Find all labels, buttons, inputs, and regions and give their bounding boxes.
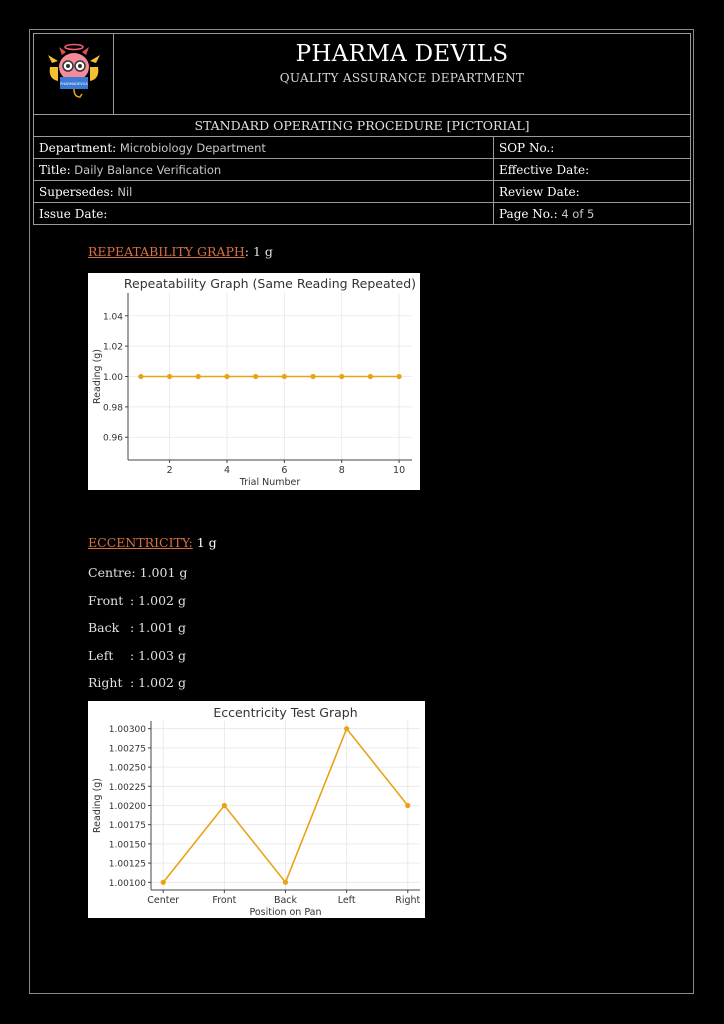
data-point (339, 374, 344, 379)
reading-name: Left (88, 647, 114, 663)
info-row-department (34, 137, 691, 159)
y-tick-label: 1.00100 (108, 878, 146, 889)
logo-text: PHARMADEVILS (59, 81, 88, 86)
y-tick-label: 1.00 (102, 373, 123, 383)
y-tick-label: 1.00275 (108, 744, 146, 755)
reading-value: : 1.002 g (130, 675, 186, 690)
pharma-devils-logo-icon (46, 41, 102, 105)
issue-date-label: Issue Date: (39, 206, 108, 221)
y-tick-label: 1.00175 (108, 821, 146, 832)
repeatability-heading (88, 244, 273, 259)
info-row-title (34, 159, 691, 181)
department-label: Department: (39, 140, 117, 155)
title-value: Daily Balance Verification (70, 162, 222, 177)
eccentricity-heading-rest: 1 g (192, 535, 217, 550)
reading-name: Back (88, 620, 120, 635)
eccentricity-heading-accent: ECCENTRICITY: (88, 535, 193, 550)
info-row-issue-date (34, 203, 691, 225)
y-tick-label: 1.00125 (108, 859, 146, 870)
x-tick-label: 2 (166, 465, 173, 476)
eccentricity-chart (88, 701, 425, 918)
sop-banner: STANDARD OPERATING PROCEDURE [PICTORIAL] (34, 115, 691, 137)
data-point (344, 726, 349, 731)
reading-name: Centre (88, 565, 132, 580)
chart-title: Eccentricity Test Graph (213, 705, 358, 720)
repeatability-chart (88, 273, 420, 490)
x-axis-label: Trial Number (239, 477, 301, 488)
title-label: Title: (39, 162, 71, 177)
data-point (196, 374, 201, 379)
reading-back (88, 619, 187, 647)
department-value: Microbiology Department (116, 140, 266, 155)
reading-right (88, 674, 187, 702)
sop-no-label: SOP No.: (499, 140, 555, 155)
x-tick-label: 4 (223, 465, 230, 476)
data-point (161, 880, 166, 885)
y-tick-label: 0.96 (102, 433, 123, 444)
x-tick-label: Right (395, 895, 421, 906)
review-date-label: Review Date: (499, 184, 580, 199)
x-tick-label: 8 (338, 465, 345, 476)
repeatability-heading-rest: : 1 g (244, 244, 273, 259)
y-tick-label: 1.00250 (108, 763, 146, 774)
data-point (310, 374, 315, 379)
reading-value: : 1.003 g (130, 647, 186, 663)
brand-cell (114, 34, 691, 115)
supersedes-value: Nil (113, 184, 133, 199)
x-tick-label: Back (273, 895, 298, 906)
page-no-label: Page No.: (499, 206, 558, 221)
reading-name: Right (88, 675, 123, 690)
data-point (396, 374, 401, 379)
eccentricity-heading (88, 535, 217, 550)
y-tick-label: 1.00300 (108, 725, 146, 736)
data-point (167, 374, 172, 379)
reading-value: : 1.002 g (130, 592, 186, 608)
data-point (405, 803, 410, 808)
logo-cell (34, 34, 114, 115)
data-point (283, 880, 288, 885)
sop-header-table (33, 33, 691, 225)
x-tick-label: Center (147, 895, 180, 906)
y-tick-label: 1.00150 (108, 840, 146, 851)
info-row-supersedes (34, 181, 691, 203)
x-tick-label: Front (212, 895, 237, 906)
data-point (368, 374, 373, 379)
data-point (282, 374, 287, 379)
x-tick-label: Left (337, 895, 356, 906)
brand-subtitle: QUALITY ASSURANCE DEPARTMENT (279, 71, 525, 85)
data-point (224, 374, 229, 379)
y-axis-label: Reading (g) (92, 348, 103, 405)
supersedes-label: Supersedes: (39, 184, 114, 199)
data-point (222, 803, 227, 808)
page-no-value: 4 of 5 (557, 206, 595, 221)
x-axis-label: Position on Pan (249, 907, 322, 918)
effective-date-label: Effective Date: (499, 162, 590, 177)
brand-title: PHARMA DEVILS (295, 41, 509, 67)
y-tick-label: 1.00200 (108, 802, 146, 812)
reading-centre (88, 564, 187, 592)
y-tick-label: 1.00225 (108, 782, 146, 793)
data-point (138, 374, 143, 379)
repeatability-heading-accent: REPEATABILITY GRAPH (88, 244, 245, 259)
y-tick-label: 0.98 (102, 403, 123, 414)
reading-value: : 1.001 g (130, 620, 186, 635)
x-tick-label: 6 (281, 465, 288, 476)
chart-title: Repeatability Graph (Same Reading Repeated) (123, 276, 417, 291)
repeatability-chart-svg (88, 273, 420, 490)
reading-value: : 1.001 g (131, 565, 188, 580)
reading-front (88, 592, 187, 620)
data-point (253, 374, 258, 379)
y-tick-label: 1.04 (102, 312, 123, 323)
y-axis-label: Reading (g) (92, 777, 103, 834)
y-tick-label: 1.02 (102, 342, 123, 353)
eccentricity-readings (88, 564, 187, 702)
eccentricity-chart-svg (88, 701, 425, 918)
reading-left (88, 647, 187, 675)
x-tick-label: 10 (393, 465, 406, 476)
reading-name: Front (88, 592, 124, 608)
